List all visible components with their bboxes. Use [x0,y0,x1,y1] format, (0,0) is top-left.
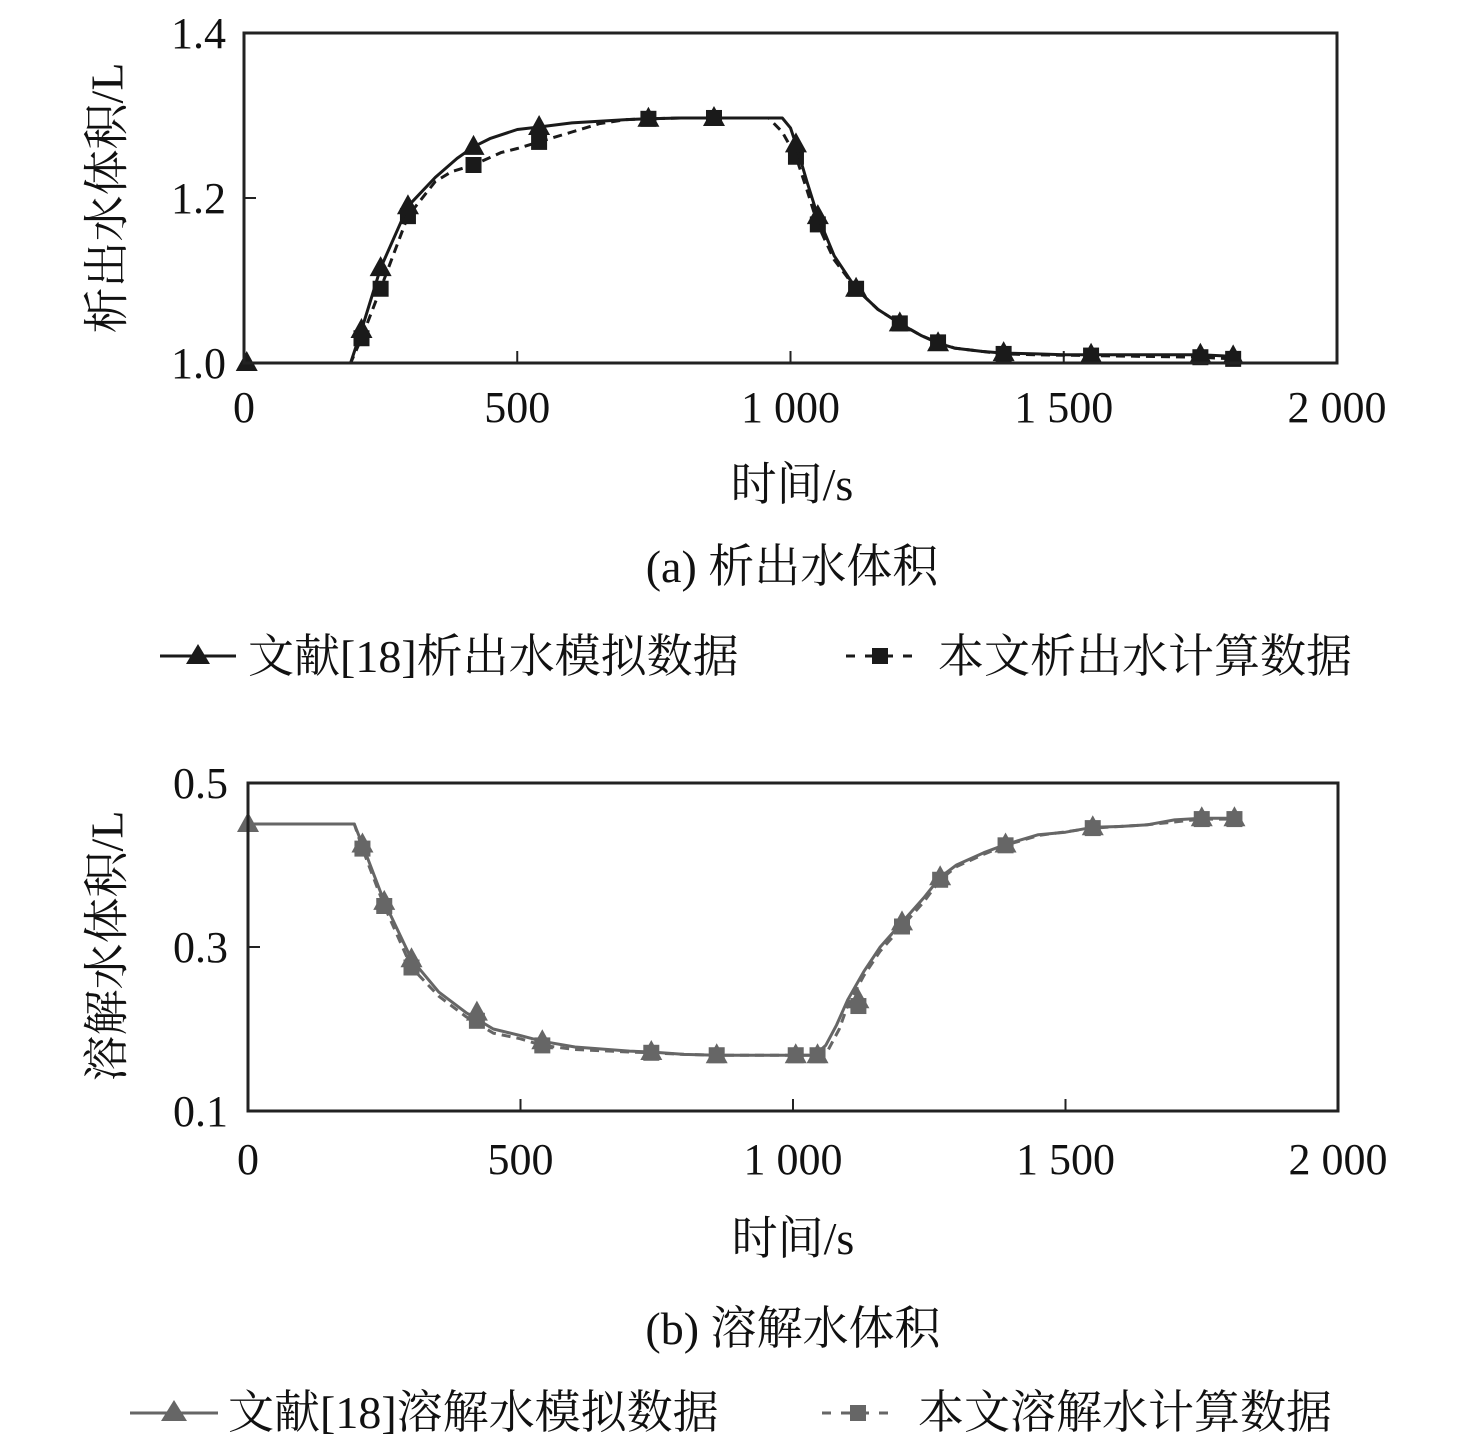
x-tick-label-a-4: 2 000 [1287,383,1387,432]
legend-a-triangle-marker [186,644,210,664]
x-tick-label-a-0: 0 [233,383,255,432]
chart-a-x-axis-title: 时间/s [730,459,854,510]
series-line-b-0 [248,818,1235,1055]
series-line-b-1 [248,819,1235,1055]
legend-a-square-marker [872,648,888,664]
x-tick-label-b-3: 1 500 [1016,1135,1115,1184]
chart-b-caption: (b) 溶解水体积 [645,1303,941,1354]
legend-a-entry-1 [846,631,1352,682]
y-tick-label-b-2: 0.5 [173,759,228,808]
chart-b-x-axis-title: 时间/s [731,1213,855,1264]
chart-a [82,9,1387,682]
legend-b-square-marker [850,1405,866,1421]
y-tick-label-b-0: 0.1 [173,1087,228,1136]
x-tick-label-a-3: 1 500 [1014,383,1114,432]
legend-a-entry-0 [160,631,739,682]
x-tick-label-a-2: 1 000 [741,383,840,432]
x-tick-label-b-4: 2 000 [1288,1135,1388,1184]
legend-b-label-1: 本文溶解水计算数据 [918,1387,1332,1438]
chart-a-y-axis-title: 析出水体积/L [81,62,133,334]
marker-a-0-9 [807,204,829,224]
x-tick-label-b-1: 500 [487,1135,554,1184]
x-tick-label-b-2: 1 000 [743,1135,843,1184]
legend-a-label-1: 本文析出水计算数据 [938,631,1352,682]
chart-b-y-axis-title: 溶解水体积/L [81,810,133,1082]
marker-b-0-4 [466,1001,488,1021]
marker-a-0-0 [236,351,258,371]
marker-a-1-4 [531,134,547,150]
y-tick-label-a-2: 1.4 [171,9,226,58]
chart-a-series [236,106,1244,371]
legend-b-entry-1 [822,1387,1332,1438]
chart-a-legend [160,631,1352,682]
marker-a-0-4 [463,135,485,155]
legend-b-label-0: 文献[18]溶解水模拟数据 [228,1387,719,1438]
chart-b [82,759,1388,1438]
legend-a-label-0: 文献[18]析出水模拟数据 [248,631,739,682]
chart-b-legend [130,1387,1332,1438]
legend-b-triangle-marker [161,1400,187,1421]
y-tick-label-a-0: 1.0 [171,339,226,388]
chart-a-caption: (a) 析出水体积 [645,541,939,592]
y-tick-label-b-1: 0.3 [173,923,228,972]
chart-a-ticks [171,9,1387,432]
chart-b-series [237,806,1245,1063]
x-tick-label-b-0: 0 [237,1135,259,1184]
marker-a-0-8 [785,132,807,152]
y-tick-label-a-1: 1.2 [171,174,226,223]
marker-a-1-3 [466,157,482,173]
series-line-a-0 [244,118,1233,363]
legend-b-entry-0 [130,1387,719,1438]
x-tick-label-a-1: 500 [484,383,551,432]
